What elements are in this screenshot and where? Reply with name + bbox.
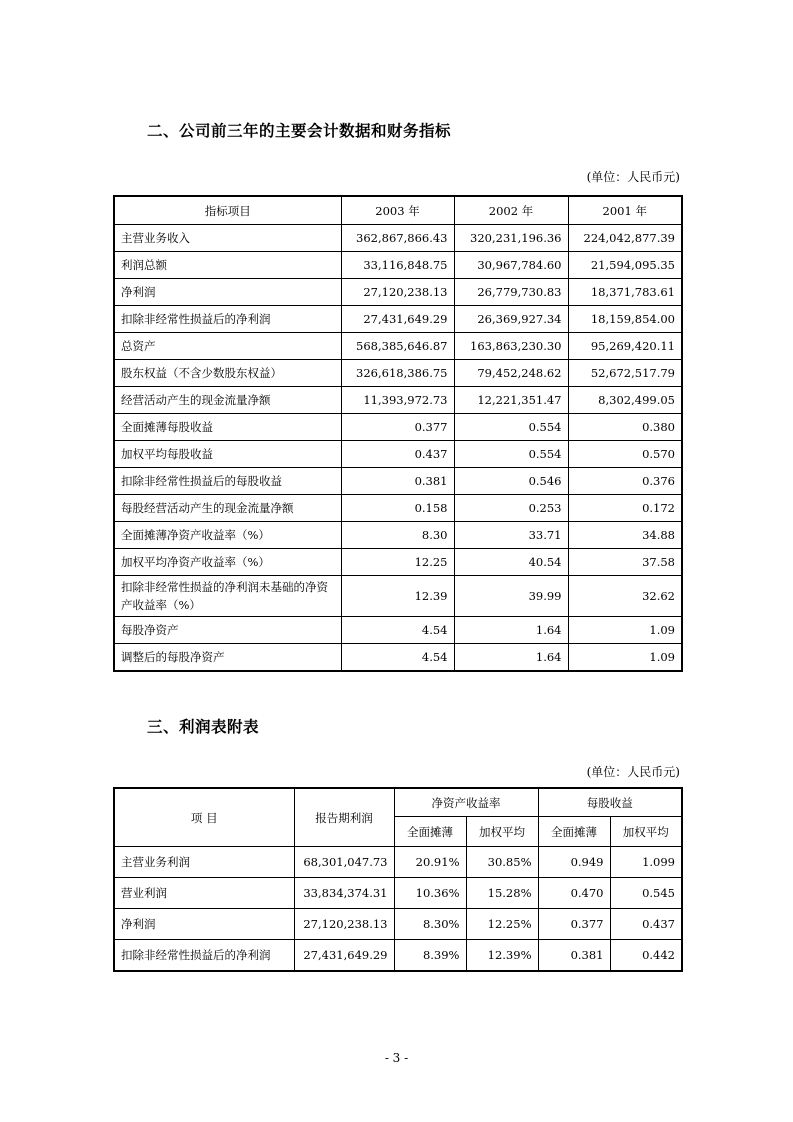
- value-2001: 34.88: [568, 522, 682, 549]
- reported-profit: 27,431,649.29: [294, 940, 394, 972]
- row-label: 净利润: [114, 279, 341, 306]
- table-row: [114, 252, 682, 279]
- value-2002: 26,369,927.34: [454, 306, 568, 333]
- eps-diluted: 0.470: [538, 878, 610, 909]
- value-2002: 40.54: [454, 549, 568, 576]
- eps-weighted: 0.442: [610, 940, 682, 972]
- row-label: 全面摊薄每股收益: [114, 414, 341, 441]
- roe-diluted: 20.91%: [394, 847, 466, 878]
- header-2002: 2002 年: [454, 196, 568, 225]
- value-2003: 12.25: [341, 549, 454, 576]
- row-label: 净利润: [114, 909, 294, 940]
- table-row: [114, 279, 682, 306]
- table-row: [114, 878, 682, 909]
- row-label: 每股经营活动产生的现金流量净额: [114, 495, 341, 522]
- section2-title: 二、公司前三年的主要会计数据和财务指标: [147, 122, 452, 140]
- value-2001: 32.62: [568, 576, 682, 617]
- value-2002: 26,779,730.83: [454, 279, 568, 306]
- table-row: [114, 360, 682, 387]
- value-2002: 0.546: [454, 468, 568, 495]
- table-row: [114, 644, 682, 672]
- value-2001: 52,672,517.79: [568, 360, 682, 387]
- value-2001: 224,042,877.39: [568, 225, 682, 252]
- value-2001: 1.09: [568, 617, 682, 644]
- table-row: [114, 549, 682, 576]
- value-2001: 8,302,499.05: [568, 387, 682, 414]
- value-2002: 163,863,230.30: [454, 333, 568, 360]
- table-row: [114, 522, 682, 549]
- value-2001: 0.380: [568, 414, 682, 441]
- table-row: [114, 468, 682, 495]
- value-2003: 0.381: [341, 468, 454, 495]
- reported-profit: 27,120,238.13: [294, 909, 394, 940]
- section3-title: 三、利润表附表: [147, 718, 260, 736]
- row-label: 扣除非经常性损益的净利润未基础的净资产收益率（%）: [114, 576, 341, 617]
- row-label: 主营业务收入: [114, 225, 341, 252]
- table-row: [114, 414, 682, 441]
- financial-indicators-table: [113, 195, 683, 672]
- eps-weighted: 1.099: [610, 847, 682, 878]
- roe-weighted: 30.85%: [466, 847, 538, 878]
- value-2002: 320,231,196.36: [454, 225, 568, 252]
- value-2003: 362,867,866.43: [341, 225, 454, 252]
- row-label: 扣除非经常性损益后的净利润: [114, 306, 341, 333]
- table-header-row: [114, 196, 682, 225]
- row-label: 利润总额: [114, 252, 341, 279]
- value-2001: 0.570: [568, 441, 682, 468]
- header-indicator: 指标项目: [114, 196, 341, 225]
- header-reported-profit: 报告期利润: [294, 788, 394, 847]
- value-2001: 18,159,854.00: [568, 306, 682, 333]
- roe-diluted: 8.39%: [394, 940, 466, 972]
- section2-unit: (单位：人民币元): [586, 170, 680, 184]
- value-2002: 39.99: [454, 576, 568, 617]
- value-2001: 0.172: [568, 495, 682, 522]
- value-2002: 0.253: [454, 495, 568, 522]
- value-2001: 1.09: [568, 644, 682, 672]
- table-row: [114, 847, 682, 878]
- header-roe-weighted: 加权平均: [466, 817, 538, 847]
- table-row: [114, 225, 682, 252]
- header-eps: 每股收益: [538, 788, 682, 817]
- section3-unit: (单位：人民币元): [586, 765, 680, 779]
- row-label: 扣除非经常性损益后的净利润: [114, 940, 294, 972]
- value-2003: 12.39: [341, 576, 454, 617]
- value-2001: 95,269,420.11: [568, 333, 682, 360]
- roe-weighted: 12.39%: [466, 940, 538, 972]
- eps-diluted: 0.377: [538, 909, 610, 940]
- roe-weighted: 12.25%: [466, 909, 538, 940]
- page-number: - 3 -: [384, 1051, 409, 1065]
- header-roe: 净资产收益率: [394, 788, 538, 817]
- value-2003: 326,618,386.75: [341, 360, 454, 387]
- reported-profit: 68,301,047.73: [294, 847, 394, 878]
- value-2003: 11,393,972.73: [341, 387, 454, 414]
- header-2003: 2003 年: [341, 196, 454, 225]
- value-2002: 33.71: [454, 522, 568, 549]
- value-2003: 0.437: [341, 441, 454, 468]
- value-2002: 1.64: [454, 644, 568, 672]
- table-header-row: [114, 788, 682, 817]
- header-eps-diluted: 全面摊薄: [538, 817, 610, 847]
- header-2001: 2001 年: [568, 196, 682, 225]
- row-label: 全面摊薄净资产收益率（%）: [114, 522, 341, 549]
- reported-profit: 33,834,374.31: [294, 878, 394, 909]
- value-2002: 79,452,248.62: [454, 360, 568, 387]
- header-item: 项 目: [114, 788, 294, 847]
- value-2002: 30,967,784.60: [454, 252, 568, 279]
- table-row: [114, 576, 682, 617]
- roe-diluted: 8.30%: [394, 909, 466, 940]
- eps-diluted: 0.381: [538, 940, 610, 972]
- value-2002: 12,221,351.47: [454, 387, 568, 414]
- income-statement-appendix-table: [113, 787, 683, 972]
- value-2001: 21,594,095.35: [568, 252, 682, 279]
- table-row: [114, 940, 682, 972]
- row-label: 营业利润: [114, 878, 294, 909]
- value-2003: 0.158: [341, 495, 454, 522]
- value-2003: 27,431,649.29: [341, 306, 454, 333]
- value-2001: 0.376: [568, 468, 682, 495]
- row-label: 扣除非经常性损益后的每股收益: [114, 468, 341, 495]
- table-row: [114, 617, 682, 644]
- table-row: [114, 387, 682, 414]
- roe-weighted: 15.28%: [466, 878, 538, 909]
- row-label: 调整后的每股净资产: [114, 644, 341, 672]
- row-label: 主营业务利润: [114, 847, 294, 878]
- row-label: 加权平均每股收益: [114, 441, 341, 468]
- value-2003: 4.54: [341, 644, 454, 672]
- row-label: 总资产: [114, 333, 341, 360]
- eps-diluted: 0.949: [538, 847, 610, 878]
- value-2003: 4.54: [341, 617, 454, 644]
- value-2002: 1.64: [454, 617, 568, 644]
- value-2002: 0.554: [454, 414, 568, 441]
- value-2001: 18,371,783.61: [568, 279, 682, 306]
- table-row: [114, 333, 682, 360]
- row-label: 经营活动产生的现金流量净额: [114, 387, 341, 414]
- value-2003: 8.30: [341, 522, 454, 549]
- eps-weighted: 0.545: [610, 878, 682, 909]
- header-roe-diluted: 全面摊薄: [394, 817, 466, 847]
- row-label: 每股净资产: [114, 617, 341, 644]
- header-eps-weighted: 加权平均: [610, 817, 682, 847]
- value-2003: 568,385,646.87: [341, 333, 454, 360]
- value-2002: 0.554: [454, 441, 568, 468]
- row-label: 加权平均净资产收益率（%）: [114, 549, 341, 576]
- roe-diluted: 10.36%: [394, 878, 466, 909]
- table-row: [114, 495, 682, 522]
- value-2003: 0.377: [341, 414, 454, 441]
- value-2001: 37.58: [568, 549, 682, 576]
- table-row: [114, 441, 682, 468]
- table-row: [114, 306, 682, 333]
- row-label: 股东权益（不含少数股东权益）: [114, 360, 341, 387]
- value-2003: 33,116,848.75: [341, 252, 454, 279]
- value-2003: 27,120,238.13: [341, 279, 454, 306]
- eps-weighted: 0.437: [610, 909, 682, 940]
- table-row: [114, 909, 682, 940]
